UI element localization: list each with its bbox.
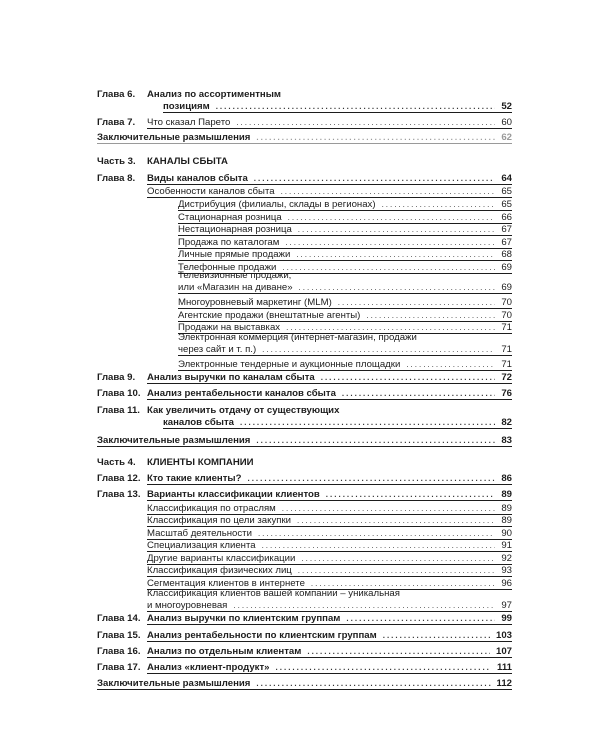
toc-title: Анализ выручки по клиентским группам [147, 613, 341, 624]
toc-page-number: 69 [501, 282, 512, 293]
toc-page-number: 52 [501, 101, 512, 112]
toc-line [0, 612, 600, 626]
toc-line [0, 116, 600, 130]
toc-page-number: 71 [501, 344, 512, 355]
toc-line [0, 488, 600, 502]
toc-title: Агентские продажи (внештатные агенты) [178, 310, 361, 321]
toc-title: Анализ рентабельности по клиентским группам [147, 630, 377, 641]
toc-title: Заключительные размышления [97, 132, 251, 143]
row-rule [97, 446, 512, 447]
toc-line [0, 248, 600, 262]
toc-label: Глава 6. [97, 89, 136, 100]
row-rule [178, 355, 512, 356]
toc-title: Масштаб деятельности [147, 528, 252, 539]
toc-label: Глава 14. [97, 613, 141, 624]
toc-page-number: 90 [501, 528, 512, 539]
toc-label: Часть 3. [97, 156, 136, 167]
toc-title: Анализ рентабельности каналов сбыта [147, 388, 336, 399]
toc-page-number: 62 [501, 132, 512, 143]
row-rule [147, 624, 512, 625]
toc-page-number: 93 [501, 565, 512, 576]
toc-page-number: 99 [501, 613, 512, 624]
row-rule [147, 673, 512, 674]
toc-page-number: 89 [501, 489, 512, 500]
toc-label: Глава 16. [97, 646, 141, 657]
toc-line [0, 661, 600, 675]
toc-page-number: 65 [501, 199, 512, 210]
toc-line [0, 472, 600, 486]
toc-title: Специализация клиента [147, 540, 256, 551]
toc-line [0, 223, 600, 237]
toc-page-number: 76 [501, 388, 512, 399]
toc-page-number: 70 [501, 310, 512, 321]
toc-page-number: 112 [496, 678, 512, 689]
row-rule [97, 689, 512, 690]
toc-line [0, 387, 600, 401]
toc-label: Глава 15. [97, 630, 141, 641]
toc-title: Заключительные размышления [97, 678, 251, 689]
toc-page-number: 70 [501, 297, 512, 308]
toc-label: Глава 12. [97, 473, 141, 484]
toc-title: Классификация физических лиц [147, 565, 292, 576]
toc-title: Нестационарная розница [178, 224, 292, 235]
toc-line [0, 198, 600, 212]
toc-title: Классификация по цели закупки [147, 515, 291, 526]
toc-page-number: 91 [501, 540, 512, 551]
toc-page-number: 96 [501, 578, 512, 589]
toc-line [0, 599, 600, 613]
toc-title: Стационарная розница [178, 212, 282, 223]
toc-line [0, 155, 600, 169]
toc-page-number: 60 [501, 117, 512, 128]
toc-label: Глава 11. [97, 405, 140, 416]
toc-line [0, 539, 600, 553]
row-rule [147, 383, 512, 384]
toc-page-number: 68 [501, 249, 512, 260]
toc-page-number: 65 [501, 186, 512, 197]
toc-title: Другие варианты классификации [147, 553, 296, 564]
toc-line [0, 172, 600, 186]
toc-label: Глава 9. [97, 372, 136, 383]
toc-label: Глава 7. [97, 117, 136, 128]
toc-title: Анализ «клиент-продукт» [147, 662, 270, 673]
toc-line [0, 296, 600, 310]
row-rule [147, 128, 512, 129]
toc-title: Кто такие клиенты? [147, 473, 242, 484]
toc-page-number: 69 [501, 262, 512, 273]
toc-title: Телевизионные продажи, [178, 270, 292, 281]
toc-label: Глава 13. [97, 489, 141, 500]
toc-title: Особенности каналов сбыта [147, 186, 275, 197]
toc-line [0, 645, 600, 659]
toc-page-number: 64 [501, 173, 512, 184]
toc-title: КЛИЕНТЫ КОМПАНИИ [147, 457, 254, 468]
toc-title: Продажа по каталогам [178, 237, 280, 248]
toc-title: Анализ по отдельным клиентам [147, 646, 302, 657]
toc-page-number: 71 [501, 359, 512, 370]
toc-page-number: 83 [501, 435, 512, 446]
toc-line [0, 434, 600, 448]
toc-label: Часть 4. [97, 457, 136, 468]
row-rule [178, 293, 512, 294]
toc-page-number: 103 [495, 630, 512, 641]
toc-title: Дистрибуция (филиалы, склады в регионах) [178, 199, 376, 210]
toc-line [0, 185, 600, 199]
toc-line [0, 677, 600, 691]
toc-page-number: 67 [501, 224, 512, 235]
toc-line [0, 343, 600, 357]
toc-title: Классификация клиентов вашей компании – уникальная [147, 588, 400, 599]
row-rule [147, 641, 512, 642]
toc-title: каналов сбыта [163, 417, 235, 428]
toc-title: Виды каналов сбыта [147, 173, 248, 184]
toc-page-number: 66 [501, 212, 512, 223]
toc-line [0, 564, 600, 578]
toc-title: позициям [163, 101, 210, 112]
toc-line [0, 281, 600, 295]
toc-title: КАНАЛЫ СБЫТА [147, 156, 228, 167]
row-rule [147, 484, 512, 485]
toc-title: Что сказал Парето [147, 117, 231, 128]
toc-title: Сегментация клиентов в интернете [147, 578, 305, 589]
toc-page-number: 111 [497, 662, 512, 673]
row-rule [147, 399, 512, 400]
toc-line [0, 131, 600, 145]
toc-title: Электронная коммерция (интернет-магазин, продажи [178, 332, 417, 343]
toc-line [0, 456, 600, 470]
toc-label: Глава 17. [97, 662, 141, 673]
toc-label: Глава 10. [97, 388, 141, 399]
toc-title: через сайт и т. п.) [178, 344, 257, 355]
toc-title: Анализ выручки по каналам сбыта [147, 372, 315, 383]
toc-page-number: 71 [501, 322, 512, 333]
toc-title: Как увеличить отдачу от существующих [147, 405, 340, 416]
row-rule [147, 657, 512, 658]
toc-title: Классификация по отраслям [147, 503, 276, 514]
toc-title: Телефонные продажи [178, 262, 277, 273]
toc-title: Многоуровневый маркетинг (MLM) [178, 297, 332, 308]
toc-line [0, 514, 600, 528]
toc-title: Электронные тендерные и аукционные площадки [178, 359, 401, 370]
toc-line [0, 371, 600, 385]
toc-page-number: 89 [501, 503, 512, 514]
toc-page-number: 67 [501, 237, 512, 248]
toc-title: Личные прямые продажи [178, 249, 291, 260]
toc-title: или «Магазин на диване» [178, 282, 293, 293]
row-rule [147, 500, 512, 501]
toc-title: и многоуровневая [147, 600, 228, 611]
row-rule [163, 112, 512, 113]
toc-page-number: 89 [501, 515, 512, 526]
toc-page-number: 72 [501, 372, 512, 383]
toc-page-number: 92 [501, 553, 512, 564]
toc-page-number: 107 [495, 646, 512, 657]
toc-title: Анализ по ассортиментным [147, 89, 282, 100]
row-rule [163, 428, 512, 429]
toc-page-number: 86 [501, 473, 512, 484]
toc-line [0, 100, 600, 114]
row-rule [97, 143, 512, 144]
toc-line [0, 629, 600, 643]
toc-line [0, 358, 600, 372]
toc-label: Глава 8. [97, 173, 136, 184]
toc-title: Варианты классификации клиентов [147, 489, 320, 500]
toc-title: Продажи на выставках [178, 322, 281, 333]
toc-line [0, 416, 600, 430]
toc-page-number: 82 [501, 417, 512, 428]
toc-page-number: 97 [501, 600, 512, 611]
toc-title: Заключительные размышления [97, 435, 251, 446]
